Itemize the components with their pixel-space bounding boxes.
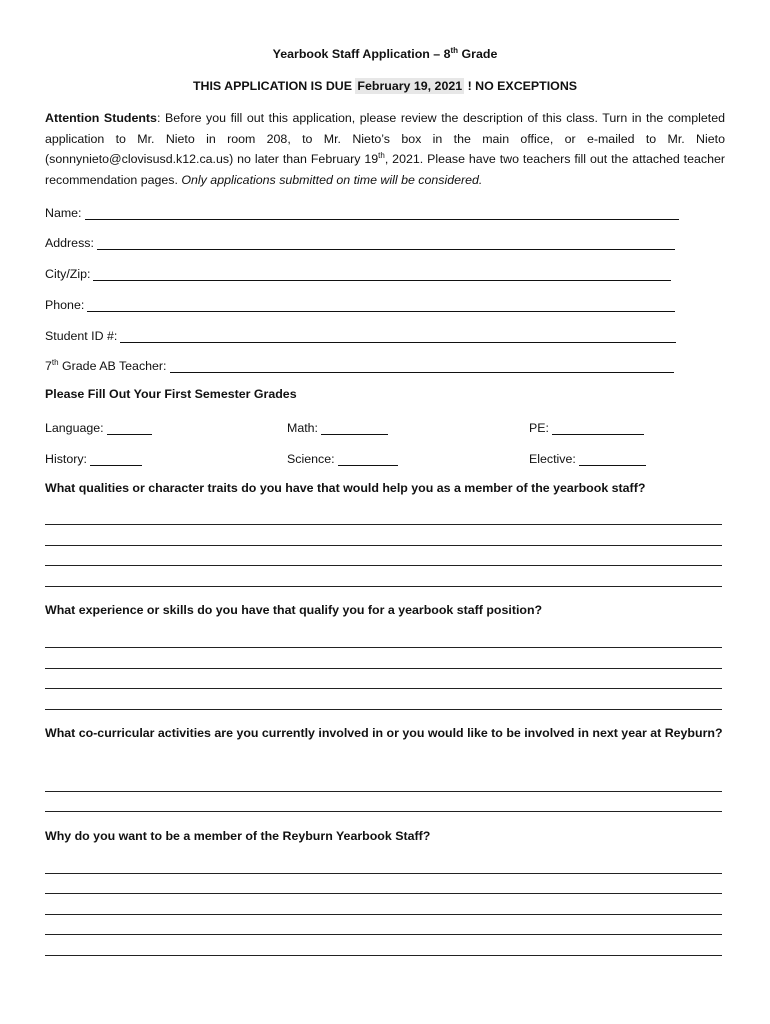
answer-line[interactable] bbox=[45, 545, 722, 546]
teacher-label bbox=[45, 359, 170, 373]
science-label: Science: bbox=[287, 452, 335, 466]
language-line[interactable] bbox=[107, 420, 152, 435]
due-notice bbox=[0, 79, 770, 93]
pe-line[interactable] bbox=[552, 420, 644, 435]
language-label: Language: bbox=[45, 421, 104, 435]
grades-heading: Please Fill Out Your First Semester Grades bbox=[45, 387, 297, 401]
due-warning: ! NO EXCEPTIONS bbox=[464, 79, 578, 93]
address-field[interactable] bbox=[45, 232, 675, 250]
address-label: Address: bbox=[45, 236, 94, 250]
name-field[interactable] bbox=[45, 202, 679, 220]
teacher-label-num: 7 bbox=[45, 359, 52, 373]
elective-line[interactable] bbox=[579, 451, 646, 466]
math-label: Math: bbox=[287, 421, 318, 435]
answer-line[interactable] bbox=[45, 709, 722, 710]
intro-paragraph bbox=[45, 108, 725, 190]
teacher-label-sup: th bbox=[51, 357, 59, 367]
answer-line[interactable] bbox=[45, 647, 722, 648]
science-line[interactable] bbox=[338, 451, 398, 466]
answer-line[interactable] bbox=[45, 668, 722, 669]
math-grade-field[interactable] bbox=[287, 417, 388, 435]
title-text: Yearbook Staff Application – 8 bbox=[272, 47, 451, 61]
page-title bbox=[0, 47, 770, 61]
name-label: Name: bbox=[45, 206, 82, 220]
student-id-label: Student ID #: bbox=[45, 329, 118, 343]
answer-line[interactable] bbox=[45, 873, 722, 874]
cityzip-field[interactable] bbox=[45, 263, 671, 281]
intro-text-2: , 2021. Please have two teachers fill out the attached teacher recommendation pages. bbox=[45, 152, 726, 187]
answer-line[interactable] bbox=[45, 934, 722, 935]
student-id-field[interactable] bbox=[45, 325, 676, 343]
question-experience: What experience or skills do you have that qualify you for a yearbook staff position? bbox=[45, 603, 543, 617]
cityzip-line[interactable] bbox=[93, 266, 671, 281]
question-activities: What co-curricular activities are you currently involved in or you would like to be involved in next year at Reyburn? bbox=[45, 726, 723, 740]
language-grade-field[interactable] bbox=[45, 417, 152, 435]
answer-line[interactable] bbox=[45, 524, 722, 525]
history-grade-field[interactable] bbox=[45, 448, 142, 466]
teacher-label-rest: Grade AB Teacher: bbox=[58, 359, 167, 373]
history-line[interactable] bbox=[90, 451, 142, 466]
elective-grade-field[interactable] bbox=[529, 448, 646, 466]
intro-italic-note: Only applications submitted on time will be considered. bbox=[181, 172, 483, 187]
phone-line[interactable] bbox=[87, 297, 675, 312]
answer-line[interactable] bbox=[45, 811, 722, 812]
pe-grade-field[interactable] bbox=[529, 417, 644, 435]
answer-line[interactable] bbox=[45, 791, 722, 792]
question-qualities: What qualities or character traits do you have that would help you as a member of the yearbook staff? bbox=[45, 481, 646, 495]
teacher-line[interactable] bbox=[170, 358, 674, 373]
answer-line[interactable] bbox=[45, 586, 722, 587]
address-line[interactable] bbox=[97, 235, 675, 250]
science-grade-field[interactable] bbox=[287, 448, 398, 466]
phone-label: Phone: bbox=[45, 298, 85, 312]
phone-field[interactable] bbox=[45, 294, 675, 312]
intro-superscript: th bbox=[378, 150, 385, 160]
name-line[interactable] bbox=[85, 205, 679, 220]
due-date: February 19, 2021 bbox=[357, 79, 463, 93]
answer-line[interactable] bbox=[45, 688, 722, 689]
teacher-field[interactable] bbox=[45, 355, 674, 373]
title-superscript: th bbox=[450, 45, 459, 55]
intro-text-1: : Before you fill out this application, please review the description of this class. Turn in the completed application to Mr. Nieto in room 208, to Mr. Nieto’s box in the main office, or e-mailed to Mr. Nieto (sonnynieto@clovisusd.k12.ca.us) no later than February 19 bbox=[45, 111, 725, 166]
student-id-line[interactable] bbox=[120, 328, 676, 343]
answer-line[interactable] bbox=[45, 893, 722, 894]
elective-label: Elective: bbox=[529, 452, 576, 466]
history-label: History: bbox=[45, 452, 87, 466]
answer-line[interactable] bbox=[45, 955, 722, 956]
title-text-end: Grade bbox=[458, 47, 498, 61]
intro-lead: Attention Students bbox=[45, 111, 157, 125]
question-motivation: Why do you want to be a member of the Reyburn Yearbook Staff? bbox=[45, 829, 431, 843]
due-text: THIS APPLICATION IS DUE bbox=[192, 79, 356, 93]
cityzip-label: City/Zip: bbox=[45, 267, 91, 281]
answer-line[interactable] bbox=[45, 565, 722, 566]
pe-label: PE: bbox=[529, 421, 549, 435]
answer-line[interactable] bbox=[45, 914, 722, 915]
math-line[interactable] bbox=[321, 420, 388, 435]
